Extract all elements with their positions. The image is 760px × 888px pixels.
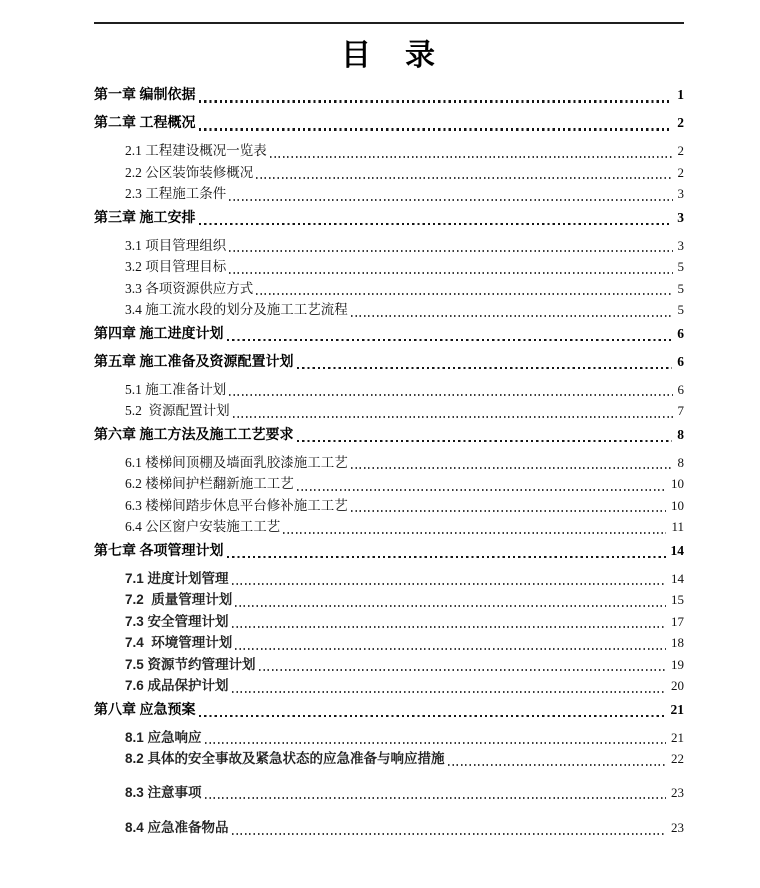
toc-entry-page: 6	[677, 325, 684, 341]
dot-leader	[297, 440, 673, 442]
toc-entry-page: 8	[677, 454, 684, 470]
toc-entry-page: 17	[671, 613, 684, 629]
toc-entry-page: 10	[671, 476, 684, 491]
toc-entry	[94, 183, 684, 205]
toc-entry	[94, 568, 684, 590]
toc-entry-page: 14	[670, 542, 684, 558]
dot-leader	[227, 339, 673, 341]
toc-entry-page: 10	[671, 497, 684, 513]
toc-entry	[94, 235, 684, 257]
toc-entry-label: 2.3 工程施工条件	[125, 186, 227, 201]
toc-entry	[94, 452, 684, 474]
toc-entry-page: 6	[677, 381, 684, 397]
dot-leader	[235, 648, 666, 650]
toc-entry	[94, 323, 684, 345]
toc-entry-label: 5.2 资源配置计划	[125, 403, 230, 418]
toc-entry	[94, 782, 684, 804]
toc-entry	[94, 699, 684, 721]
toc-entry	[94, 589, 684, 611]
toc-entry-page: 19	[671, 656, 684, 672]
dot-leader	[199, 128, 673, 130]
toc-entry	[94, 495, 684, 517]
toc-entry	[94, 611, 684, 633]
dot-leader	[232, 833, 666, 835]
toc-entry-page: 1	[677, 87, 684, 102]
toc-entry-page: 7	[677, 403, 684, 418]
toc-entry	[94, 84, 684, 106]
toc-entry-label: 7.1 进度计划管理	[125, 570, 229, 586]
dot-leader	[232, 626, 666, 628]
dot-leader	[227, 556, 666, 558]
toc-entry-label: 2.2 公区装饰装修概况	[125, 164, 254, 180]
toc-entry-page: 2	[677, 143, 684, 158]
toc-entry-label: 6.3 楼梯间踏步休息平台修补施工工艺	[125, 497, 348, 513]
dot-leader	[229, 394, 672, 396]
toc-entry-page: 15	[671, 592, 684, 607]
dot-leader	[229, 272, 672, 274]
toc-entry-label: 第二章 工程概况	[94, 116, 196, 131]
toc-title: 目 录	[341, 39, 437, 72]
toc-entry	[94, 473, 684, 495]
toc-entry	[94, 654, 684, 676]
toc-entry	[94, 162, 684, 184]
dot-leader	[256, 177, 672, 179]
toc-entry-page: 21	[670, 701, 684, 717]
toc-entry-label: 7.3 安全管理计划	[125, 613, 229, 629]
toc-entry-page: 5	[677, 259, 684, 274]
toc-entry	[94, 400, 684, 422]
dot-leader	[297, 489, 666, 491]
toc-entry-label: 8.4 应急准备物品	[125, 820, 229, 835]
toc-entry-label: 第七章 各项管理计划	[94, 543, 224, 559]
dot-leader	[235, 605, 666, 607]
dot-leader	[351, 467, 673, 469]
toc-entry-label: 8.3 注意事项	[125, 784, 202, 800]
toc-entry	[94, 379, 684, 401]
toc-entry	[94, 112, 684, 134]
header-rule	[94, 22, 684, 24]
toc-entry-label: 8.2 具体的安全事故及紧急状态的应急准备与响应措施	[125, 751, 445, 766]
toc-entry-page: 5	[677, 280, 684, 296]
dot-leader	[351, 315, 673, 317]
toc-entry	[94, 351, 684, 373]
toc-entry-label: 8.1 应急响应	[125, 729, 202, 745]
dot-leader	[229, 199, 672, 201]
dot-leader	[199, 715, 666, 717]
toc-entry-label: 6.2 楼梯间护栏翻新施工工艺	[125, 476, 294, 491]
toc-entry-label: 3.4 施工流水段的划分及施工工艺流程	[125, 302, 348, 317]
toc-entry	[94, 299, 684, 321]
dot-leader	[259, 669, 666, 671]
toc-entry-page: 3	[677, 209, 684, 225]
toc-entry	[94, 748, 684, 770]
toc-entry	[94, 727, 684, 749]
toc-entry-page: 23	[671, 784, 684, 800]
dot-leader	[229, 250, 672, 252]
toc-entry	[94, 424, 684, 446]
toc-entry-page: 2	[677, 115, 684, 130]
toc-entry-page: 21	[671, 729, 684, 745]
toc-entry-label: 7.6 成品保护计划	[125, 678, 229, 693]
toc-entry	[94, 516, 684, 538]
toc-entry	[94, 675, 684, 697]
dot-leader	[205, 742, 666, 744]
toc-entry-label: 2.1 工程建设概况一览表	[125, 143, 267, 158]
toc-entry-page: 22	[671, 751, 684, 766]
toc-entry-page: 14	[671, 570, 684, 586]
toc-entry-page: 11	[671, 519, 684, 534]
toc-entry-page: 5	[677, 302, 684, 317]
toc-entry	[94, 540, 684, 562]
toc-entry-label: 7.5 资源节约管理计划	[125, 656, 256, 672]
toc-entry-page: 23	[671, 820, 684, 835]
toc-entry	[94, 256, 684, 278]
toc-entry-page: 8	[677, 426, 684, 442]
toc-list	[94, 84, 684, 839]
toc-entry-label: 第四章 施工进度计划	[94, 326, 224, 342]
toc-entry-label: 第六章 施工方法及施工工艺要求	[94, 427, 294, 443]
toc-entry-label: 第五章 施工准备及资源配置计划	[94, 354, 294, 370]
toc-entry-page: 3	[677, 186, 684, 201]
dot-leader	[199, 223, 673, 225]
toc-entry-label: 第一章 编制依据	[94, 88, 196, 103]
toc-entry-label: 第八章 应急预案	[94, 702, 196, 718]
toc-entry	[94, 140, 684, 162]
toc-entry-page: 6	[677, 353, 684, 369]
toc-entry-page: 3	[677, 237, 684, 253]
dot-leader	[351, 510, 666, 512]
dot-leader	[232, 691, 666, 693]
dot-leader	[233, 416, 673, 418]
toc-entry-label: 第三章 施工安排	[94, 210, 196, 226]
dot-leader	[199, 100, 673, 102]
dot-leader	[297, 367, 673, 369]
toc-entry-label: 3.2 项目管理目标	[125, 259, 227, 274]
toc-entry	[94, 632, 684, 654]
dot-leader	[256, 293, 672, 295]
dot-leader	[283, 532, 666, 534]
dot-leader	[205, 797, 666, 799]
toc-entry	[94, 207, 684, 229]
dot-leader	[448, 764, 666, 766]
toc-entry-page: 2	[677, 164, 684, 180]
toc-entry	[94, 817, 684, 839]
dot-leader	[232, 583, 666, 585]
toc-entry-label: 6.4 公区窗户安装施工工艺	[125, 519, 281, 534]
dot-leader	[270, 156, 673, 158]
toc-entry-label: 7.2 质量管理计划	[125, 592, 233, 607]
toc-entry	[94, 278, 684, 300]
toc-entry-label: 6.1 楼梯间顶棚及墙面乳胶漆施工工艺	[125, 454, 348, 470]
toc-entry-label: 7.4 环境管理计划	[125, 635, 233, 650]
toc-entry-label: 3.3 各项资源供应方式	[125, 280, 254, 296]
toc-entry-page: 20	[671, 678, 684, 693]
toc-entry-label: 5.1 施工准备计划	[125, 381, 227, 397]
toc-entry-label: 3.1 项目管理组织	[125, 237, 227, 253]
toc-entry-page: 18	[671, 635, 684, 650]
